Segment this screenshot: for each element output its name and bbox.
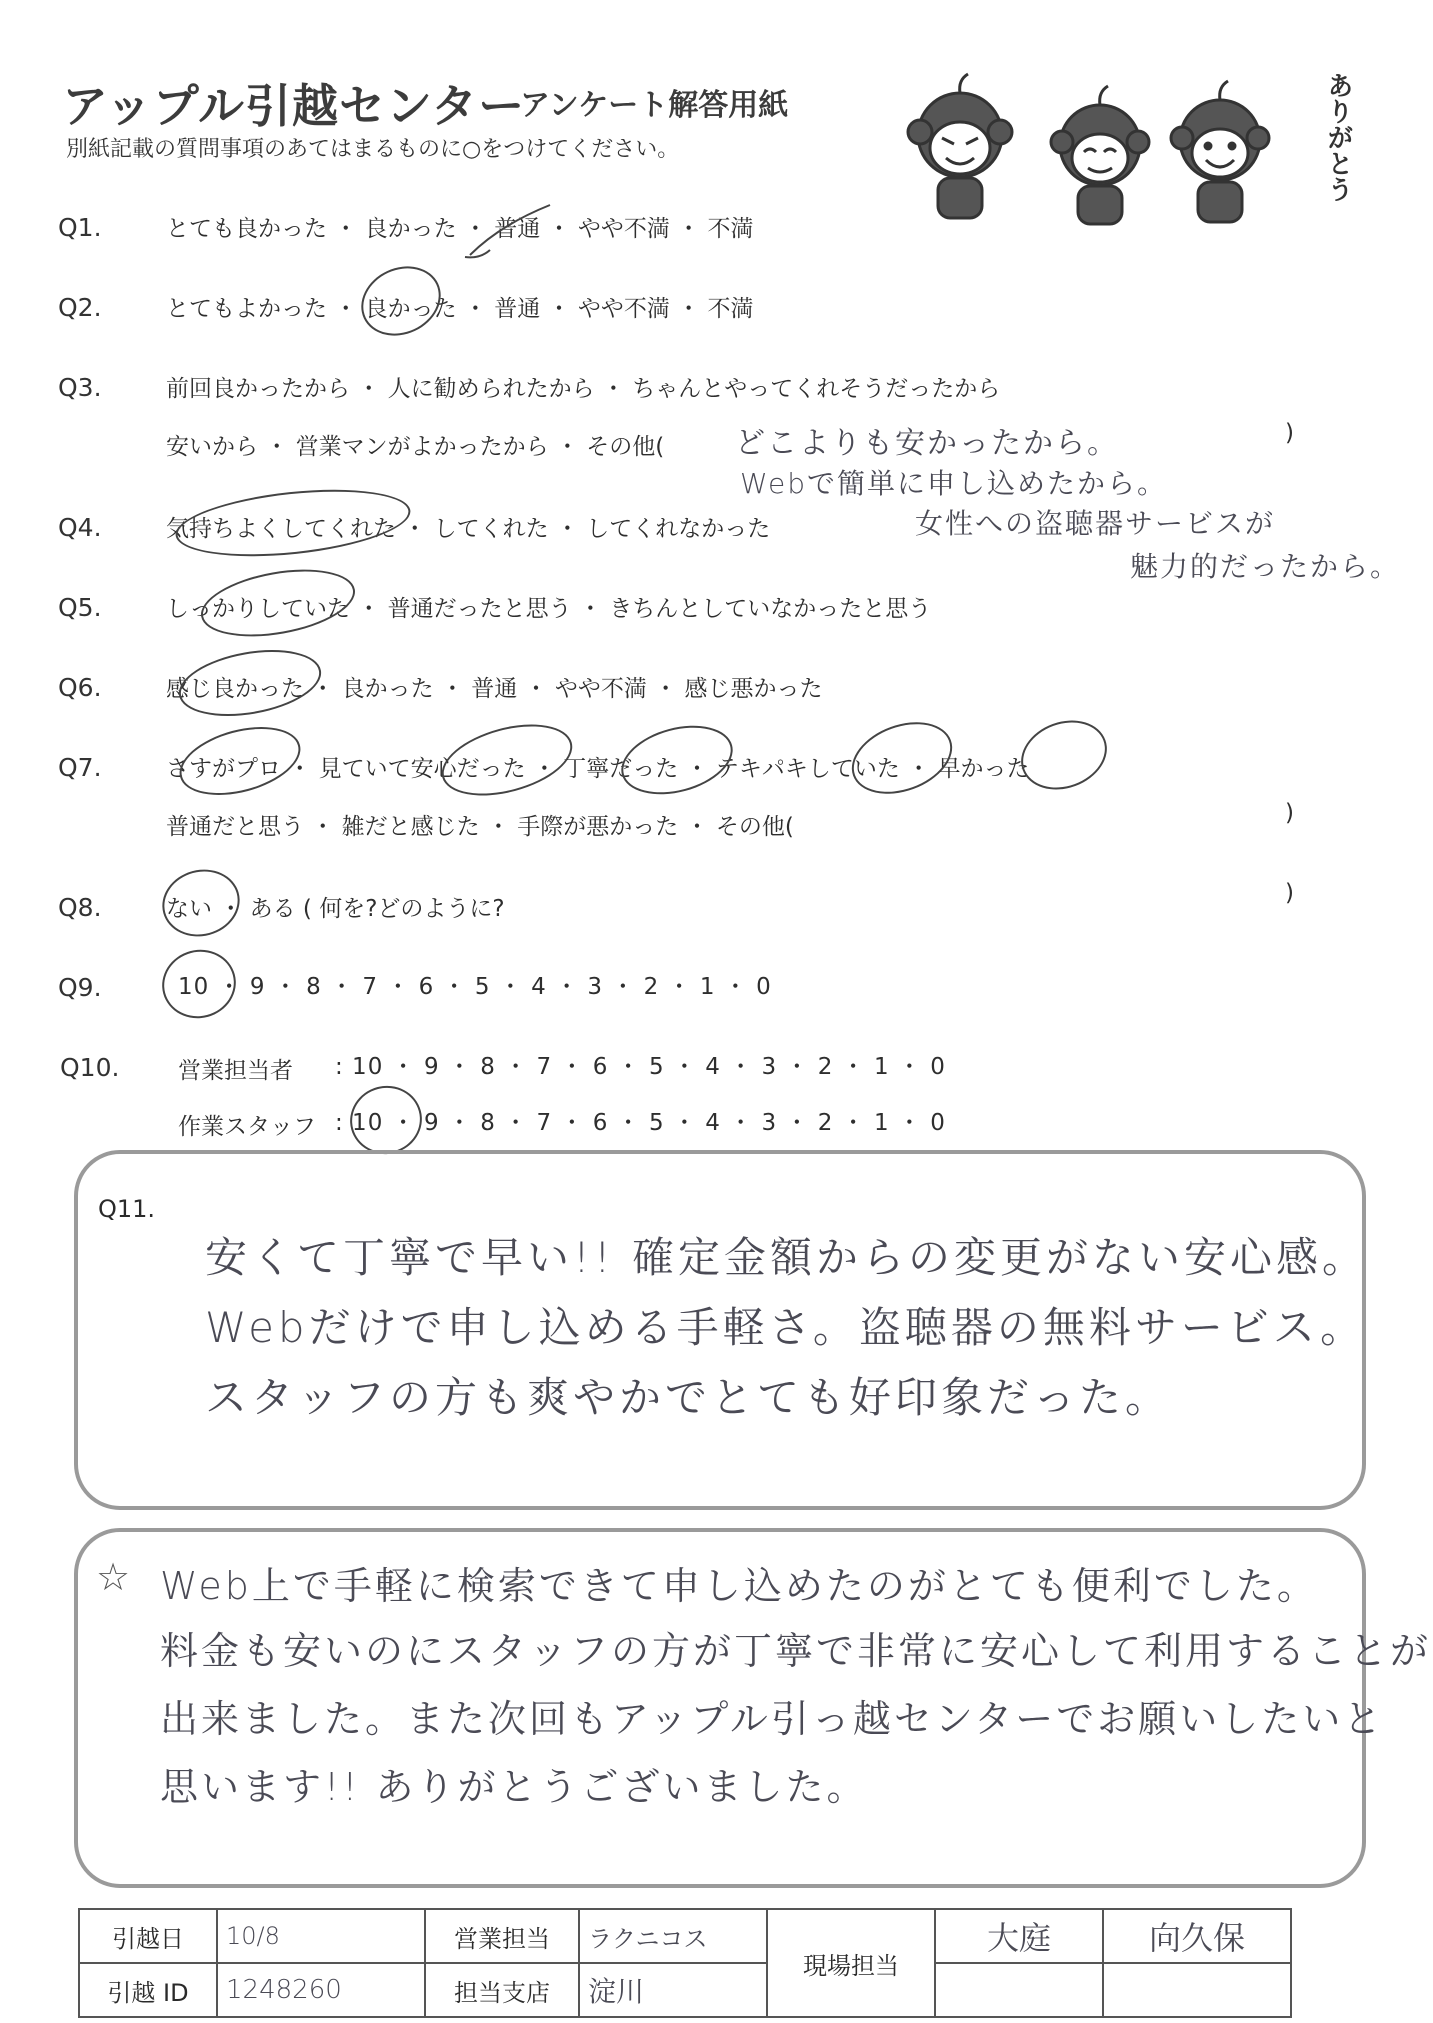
q6-answer-circle	[174, 640, 327, 726]
company-title: アップル引越センター	[62, 79, 526, 133]
q8-close-paren: )	[1285, 880, 1294, 906]
site-staff-empty-1	[935, 1963, 1103, 2017]
move-date-label: 引越日	[79, 1909, 217, 1963]
q9-answer-circle	[154, 942, 243, 1027]
q7-circle-hayakatta	[1011, 709, 1116, 801]
q3-handwritten-4: 魅力的だったから。	[1130, 550, 1401, 583]
q10-sales-scale: : 10 ・ 9 ・ 8 ・ 7 ・ 6 ・ 5 ・ 4 ・ 3 ・ 2 ・ 1 ・ 0	[335, 1054, 946, 1080]
branch-label: 担当支店	[425, 1963, 579, 2017]
q10-label: Q10.	[60, 1053, 120, 1082]
q3-handwritten-2: Webで簡単に申し込めたから。	[740, 467, 1168, 500]
comment-line-1: Web上で手軽に検索できて申し込めたのがとても便利でした。	[160, 1564, 1318, 1608]
q2-options: とてもよかった ・ 良かった ・ 普通 ・ やや不満 ・ 不満	[166, 296, 754, 322]
q2-answer-circle	[350, 254, 452, 348]
q11-line-3: スタッフの方も爽やかでとても好印象だった。	[205, 1373, 1172, 1422]
site-staff-label: 現場担当	[767, 1909, 935, 2017]
q4-options: 気持ちよくしてくれた ・ してくれた ・ してくれなかった	[166, 516, 771, 542]
q3-options-line2: 安いから ・ 営業マンがよかったから ・ その他(	[166, 434, 665, 460]
comment-line-3: 出来ました。また次回もアップル引っ越センターでお願いしたいと	[160, 1697, 1385, 1741]
q5-options: しっかりしていた ・ 普通だったと思う ・ きちんとしていなかったと思う	[166, 596, 932, 622]
star-icon: ☆	[96, 1555, 131, 1599]
q7-options-line2: 普通だと思う ・ 雑だと感じた ・ 手際が悪かった ・ その他(	[166, 814, 794, 840]
thanks-text: ありがとう	[1323, 72, 1353, 202]
q3-close-paren: )	[1285, 420, 1294, 446]
move-id-label: 引越 ID	[79, 1963, 217, 2017]
q8-label: Q8.	[58, 893, 102, 922]
move-id-value: 1248260	[217, 1963, 425, 2017]
q3-handwritten-1: どこよりも安かったから。	[735, 426, 1119, 461]
q11-label: Q11.	[98, 1195, 156, 1223]
q5-label: Q5.	[58, 593, 102, 622]
q1-check-mark	[460, 195, 560, 265]
q10-sales-label: 営業担当者	[178, 1058, 293, 1084]
q6-options: 感じ良かった ・ 良かった ・ 普通 ・ やや不満 ・ 感じ悪かった	[166, 676, 823, 702]
q10-staff-scale: : 10 ・ 9 ・ 8 ・ 7 ・ 6 ・ 5 ・ 4 ・ 3 ・ 2 ・ 1 ・ 0	[335, 1110, 946, 1136]
q2-label: Q2.	[58, 293, 102, 322]
q7-options-line1: さすがプロ ・ 見ていて安心だった ・ 丁寧だった ・ テキパキしていた ・ 早かった	[166, 756, 1030, 782]
q4-answer-circle	[172, 480, 413, 566]
sales-rep-label: 営業担当	[425, 1909, 579, 1963]
q7-close-paren: )	[1285, 800, 1294, 826]
comment-line-2: 料金も安いのにスタッフの方が丁寧で非常に安心して利用することが	[160, 1629, 1432, 1673]
q3-label: Q3.	[58, 373, 102, 402]
site-staff-2: 向久保	[1103, 1909, 1291, 1963]
monkey-mascots-illustration	[880, 60, 1320, 230]
q4-label: Q4.	[58, 513, 102, 542]
site-staff-1: 大庭	[935, 1909, 1103, 1963]
q1-label: Q1.	[58, 213, 102, 242]
q7-circle-pro	[172, 715, 308, 807]
q9-label: Q9.	[58, 973, 102, 1002]
move-date-value: 10/8	[217, 1909, 425, 1963]
q6-label: Q6.	[58, 673, 102, 702]
q11-line-2: Webだけで申し込める手軽さ。盗聴器の無料サービス。	[205, 1303, 1367, 1352]
q8-answer-circle	[155, 861, 247, 945]
form-subtitle: アンケート解答用紙	[520, 88, 789, 123]
q5-answer-circle	[196, 559, 360, 647]
q7-circle-anshin	[434, 712, 580, 809]
move-info-table	[78, 1908, 1292, 2018]
q7-circle-tekipaki	[842, 709, 962, 807]
q1-options: とても良かった ・ 良かった ・ 普通 ・ やや不満 ・ 不満	[166, 216, 754, 242]
q9-scale: 10 ・ 9 ・ 8 ・ 7 ・ 6 ・ 5 ・ 4 ・ 3 ・ 2 ・ 1 ・ 0	[178, 974, 772, 1000]
site-staff-empty-2	[1103, 1963, 1291, 2017]
instruction-text: 別紙記載の質問事項のあてはまるものに○をつけてください。	[66, 137, 680, 162]
branch-value: 淀川	[579, 1963, 767, 2017]
q7-circle-teinei	[614, 714, 741, 805]
q3-options-line1: 前回良かったから ・ 人に勧められたから ・ ちゃんとやってくれそうだったから	[166, 376, 1001, 402]
q11-line-1: 安くて丁寧で早い!! 確定金額からの変更がない安心感。	[205, 1233, 1369, 1282]
q7-label: Q7.	[58, 753, 102, 782]
sales-rep-value: ラクニコス	[579, 1909, 767, 1963]
q10-staff-label: 作業スタッフ	[178, 1114, 316, 1140]
q3-handwritten-3: 女性への盗聴器サービスが	[915, 507, 1276, 540]
q8-options: ない ・ ある ( 何を?どのように?	[166, 896, 505, 922]
comment-line-4: 思います!! ありがとうございました。	[160, 1765, 868, 1809]
